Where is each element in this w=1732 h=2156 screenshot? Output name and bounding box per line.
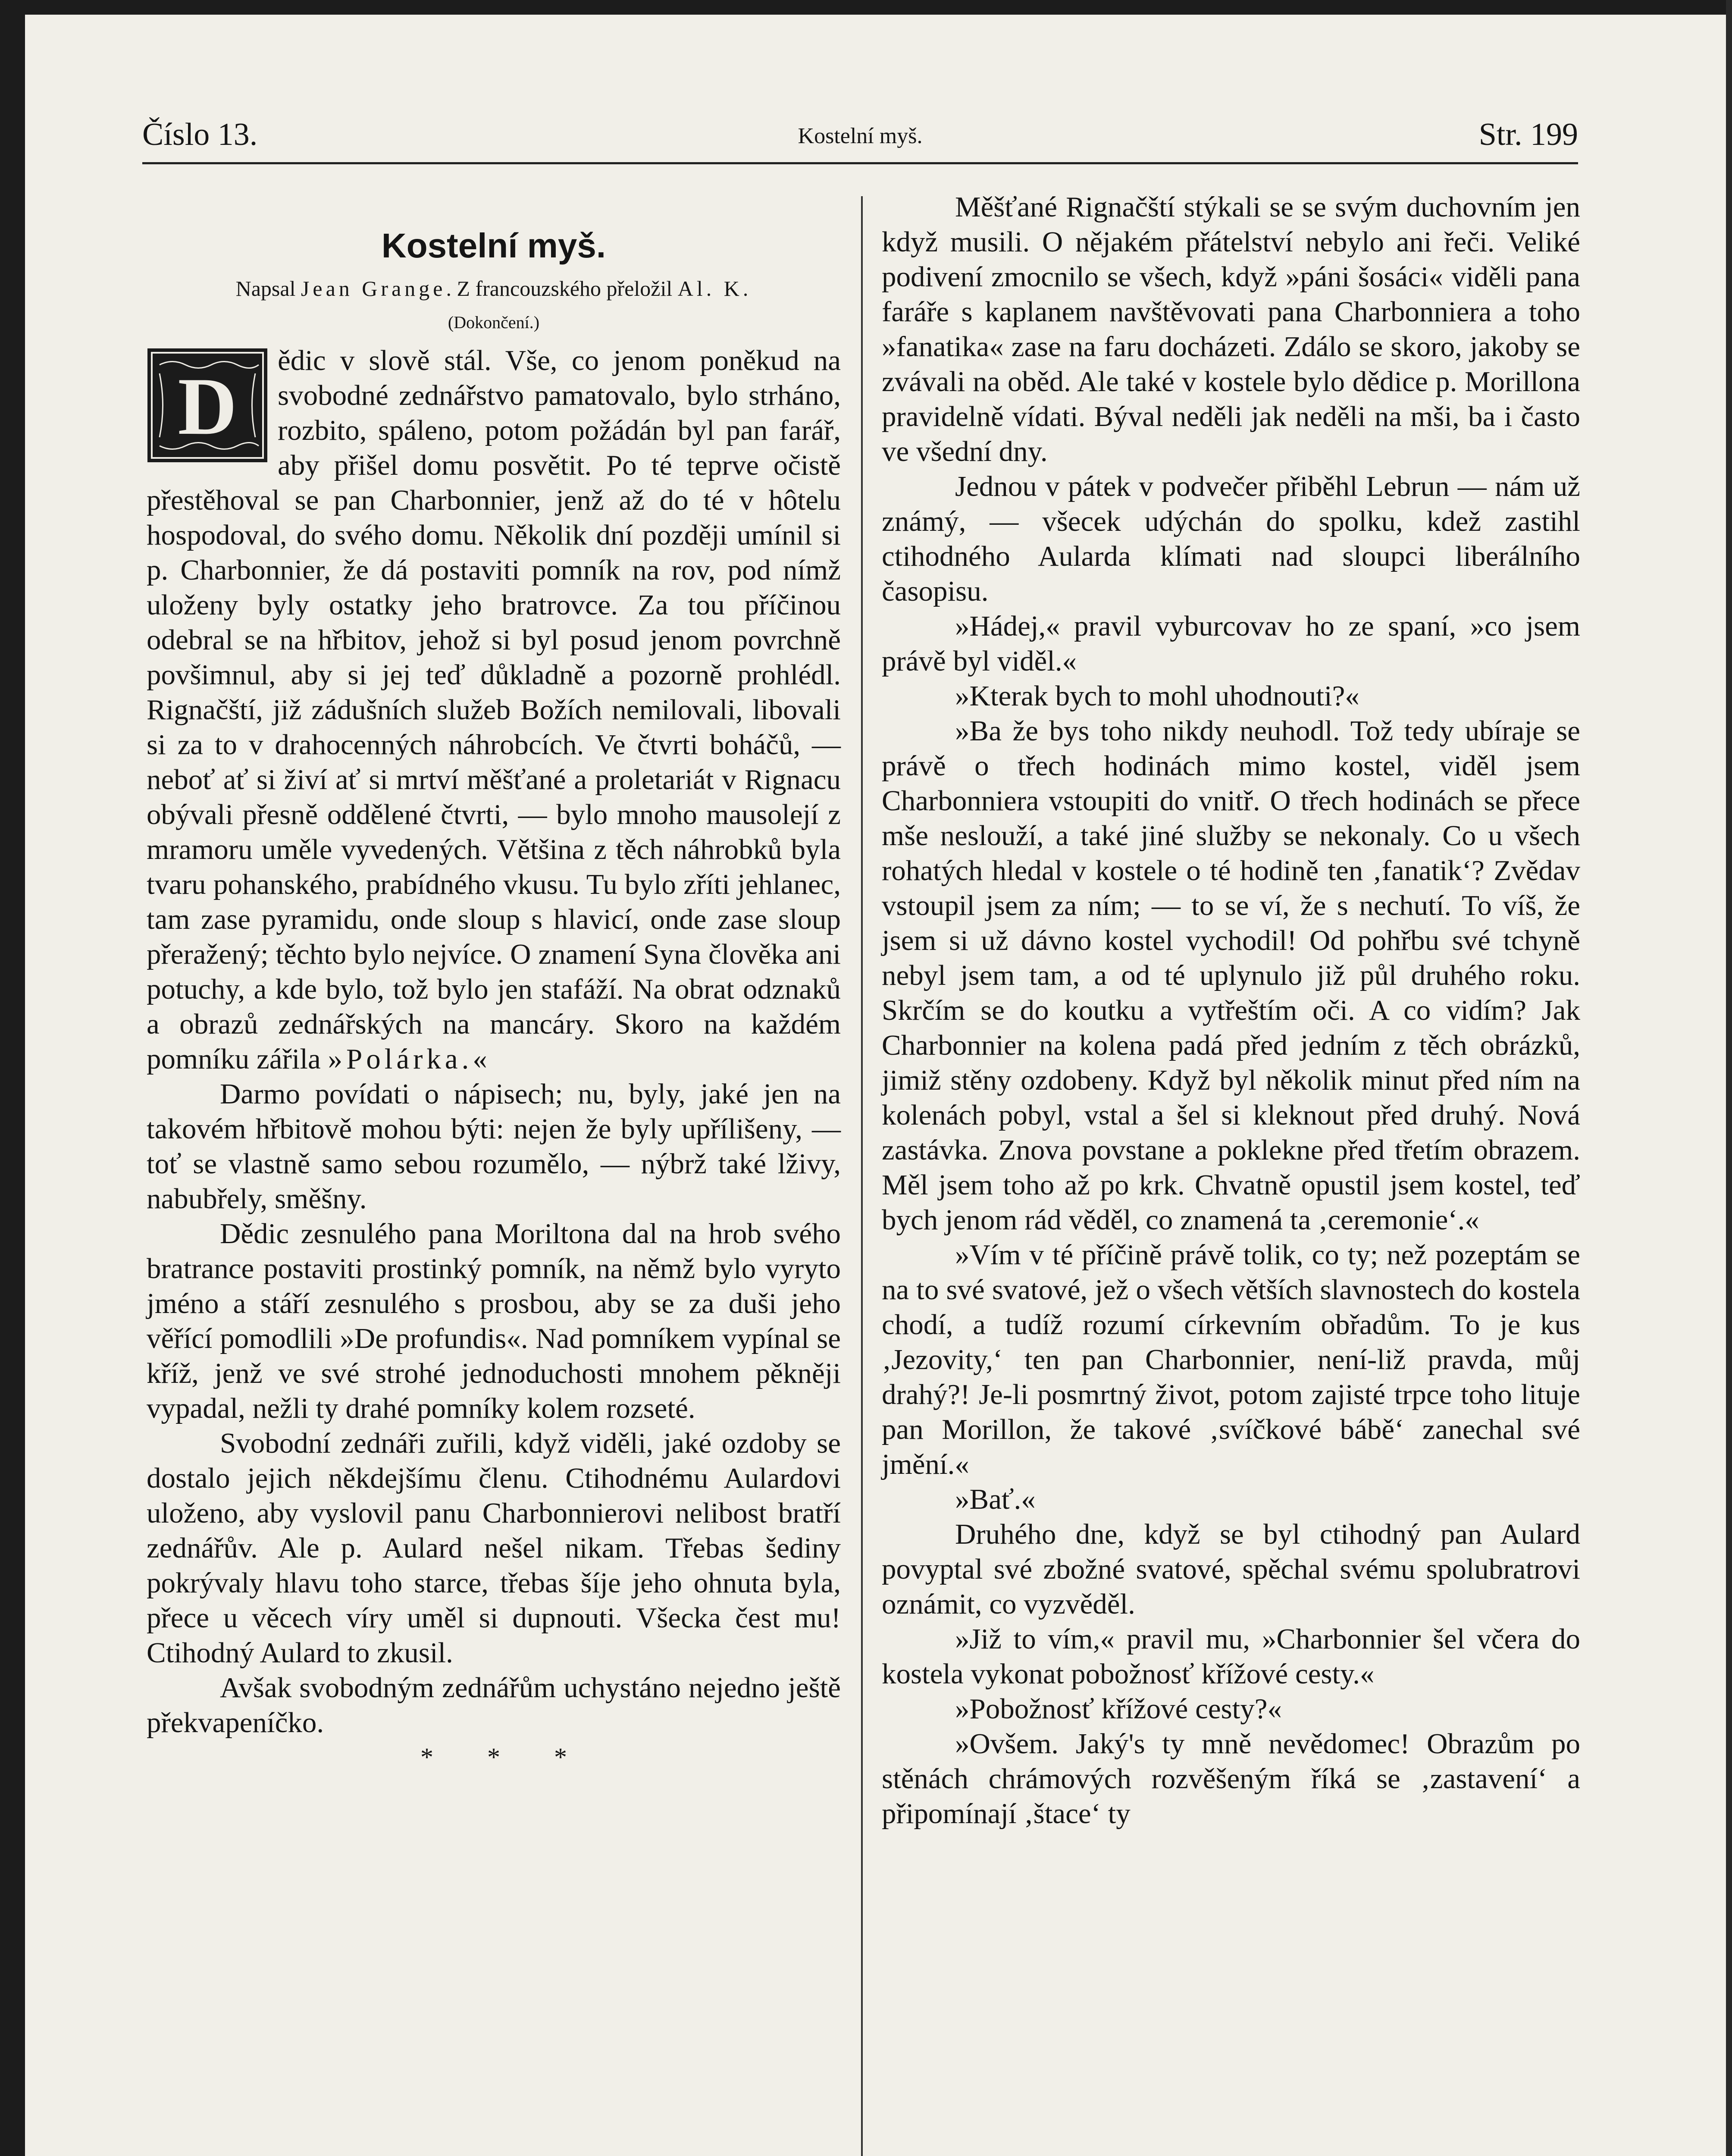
page-header <box>142 108 1578 160</box>
byline-middle: . Z francouzského přeložil <box>446 276 673 301</box>
paragraph-1 <box>147 343 841 1077</box>
paragraph-3: Dědic zesnulého pana Moriltona dal na hrob svého bratrance postaviti prostinký pomník, na němž bylo vyryto jméno a stáří zesnulého s prosbou, aby se za duši jeho věřící pomodlili »De profundis«. Nad pomníkem vypínal se kříž, jenž ve své strohé jednoduchosti mnohem pěkněji vypadal, nežli ty drahé pomníky kolem rozseté. <box>147 1218 841 1424</box>
byline-author: Jean Grange <box>301 276 446 301</box>
paragraph-r9: »Již to vím,« pravil mu, »Charbonnier šel včera do kostela vykonat pobožnosť křížové cesty.« <box>882 1623 1580 1690</box>
paragraph-1-text: ědic v slově stál. Vše, co jenom poněkud na svobodné zednářstvo pamatovalo, bylo strháno, rozbito, spáleno, potom požádán byl pan farář, aby přišel domu posvětit. Po té teprve očistě přestěhoval se pan Charbonnier, jenž až do té v hôtelu hospodoval, do svého domu. Několik dní později umínil si p. Charbonnier, že dá postaviti pomník na rov, pod nímž uloženy byly ostatky jeho bratrovce. Za tou příčinou odebral se na hřbitov, jehož si byl posud jenom povrchně povšimnul, aby si jej teď důkladně a pozorně prohlédl. Rignačští, již zádušních služeb Božích nemilovali, libovali si za to v drahocenných náhrobcích. Ve čtvrti boháčů, — neboť ať si živí ať si mrtví měšťané a proletariát v Rignacu obývali přesně oddělené čtvrti, — bylo mnoho mausolejí z mramoru uměle vyvedených. Většina z těch náhrobků byla tvaru pohanského, prabídného vkusu. Tu bylo zříti jehlanec, tam zase pyramidu, onde sloup s hlavicí, onde zase sloup přeražený; těchto bylo nejvíce. O znamení Syna člověka ani potuchy, a kde bylo, tož bylo jen stafáží. Na obrat odznaků a obrazů zednářských na mancáry. Skoro na každém pomníku zářila <box>147 345 841 1075</box>
page-number: Str. 199 <box>1478 117 1578 152</box>
left-column <box>147 190 841 1772</box>
paragraph-r3: »Hádej,« pravil vyburcovav ho ze spaní, »co jsem právě byl viděl.« <box>882 610 1580 677</box>
running-title: Kostelní myš. <box>798 124 923 148</box>
paragraph-r11: »Ovšem. Jaký's ty mně nevědomec! Obrazům po stěnách chrámových rozvěšeným říká se ‚zastavení‘ a připomínají ‚štace‘ ty <box>882 1728 1580 1830</box>
section-break-asterisks: * * * <box>420 1743 567 1771</box>
byline-prefix: Napsal <box>235 276 296 301</box>
paragraph-r10: »Pobožnosť křížové cesty?« <box>955 1693 1282 1725</box>
issue-number: Číslo 13. <box>142 117 258 152</box>
continuation-note: (Dokončení.) <box>448 313 540 332</box>
scan-border-left <box>0 0 25 2156</box>
paragraph-r5: »Ba že bys toho nikdy neuhodl. Tož tedy ubíraje se právě o třech hodinách mimo kostel, viděl jsem Charbonniera vstoupiti do vnitř. O třech hodinách se přece mše neslouží, a také jiné služby se nekonaly. Co u všech rohatých hledal v kostele o té hodině ten ‚fanatik‘? Zvědav vstoupil jsem za ním; — to se ví, že s nechutí. To víš, že jsem si už dávno kostel vychodil! Od pohřbu své tchyně nebyl jsem tam, a od té uplynulo již půl druhého roku. Skrčím se do koutku a vytřeštím oči. A co vidím? Jak Charbonnier na kolena padá před jedním z těch obrázků, jimiž stěny ozdobeny. Když byl několik minut před ním na kolenách pobyl, vstal a šel si kleknout před druhý. Nová zastávka. Znova povstane a poklekne před třetím obrazem. Měl jsem toho až po krk. Chvatně opustil jsem kostel, teď bych jenom rád věděl, co znamená ta ‚ceremonie‘.« <box>882 715 1580 1236</box>
right-column <box>882 190 1580 1831</box>
polarka-text: »Polárka.« <box>328 1043 491 1075</box>
article-title: Kostelní myš. <box>381 226 606 265</box>
paragraph-r6: »Vím v té příčině právě tolik, co ty; než pozeptám se na to své svatové, jež o všech větších slavnostech do kostela chodí, a tudíž rozumí církevním obřadům. To je kus ‚Jezovity,‘ ten pan Charbonnier, není-liž pravda, můj drahý?! Je-li posmrtný život, potom zajisté trpce toho lituje pan Morillon, že takové ‚svíčkové bábě‘ zanechal své jmění.« <box>882 1239 1580 1480</box>
scan-border-top <box>0 0 1732 15</box>
paragraph-r2: Jednou v pátek v podvečer přiběhl Lebrun — nám už známý, — všecek udýchán do spolku, kdež zastihl ctihodného Aularda klímati nad sloupci liberálního časopisu. <box>882 470 1580 607</box>
dropcap-letter: D <box>178 361 237 452</box>
paragraph-r4: »Kterak bych to mohl uhodnouti?« <box>955 680 1359 712</box>
paragraph-4: Svobodní zednáři zuřili, když viděli, jaké ozdoby se dostalo jejich někdejšímu členu. Ctihodnému Aulardovi uloženo, aby vyslovil panu Charbonnierovi nelibost bratří zednářův. Ale p. Aulard nešel nikam. Třebas šediny pokrývaly hlavu toho starce, třebas šíje jeho ohnuta byla, přece u věcech víry uměl si dupnouti. Všecka čest mu! Ctihodný Aulard to zkusil. <box>147 1427 841 1669</box>
paragraph-r7: »Bať.« <box>955 1483 1036 1515</box>
byline-translator: Al. K. <box>677 276 752 301</box>
paragraph-r8: Druhého dne, když se byl ctihodný pan Aulard povyptal své zbožné svatové, spěchal svému spolubratrovi oznámit, co vyzvěděl. <box>882 1518 1580 1620</box>
paragraph-2: Darmo povídati o nápisech; nu, byly, jaké jen na takovém hřbitově mohou býti: nejen že byly upřílišeny, — toť se vlastně samo sebou rozumělo, — nýbrž také lživy, nabubřely, směšny. <box>147 1078 841 1215</box>
scan-border-right <box>1726 0 1732 2156</box>
column-rule <box>861 196 863 2156</box>
paragraph-5: Avšak svobodným zednářům uchystáno nejedno ještě překvapeníčko. <box>147 1672 841 1739</box>
byline <box>147 274 841 303</box>
ornamental-initial-d <box>147 348 268 463</box>
header-rule <box>142 162 1578 164</box>
paragraph-r1: Měšťané Rignačští stýkali se se svým duchovním jen když musili. O nějakém přátelství nebylo ani řeči. Veliké podivení zmocnilo se všech, když »páni šosáci« viděli pana faráře s kaplanem navštěvovati pana Charbonniera a toho »fanatika« zase na faru docházeti. Zdálo se skoro, jakoby se zvávali na oběd. Ale také v kostele bylo dědice p. Morillona pravidelně vídati. Býval neděli jak neděli na mši, ba i často ve všední dny. <box>882 191 1580 467</box>
